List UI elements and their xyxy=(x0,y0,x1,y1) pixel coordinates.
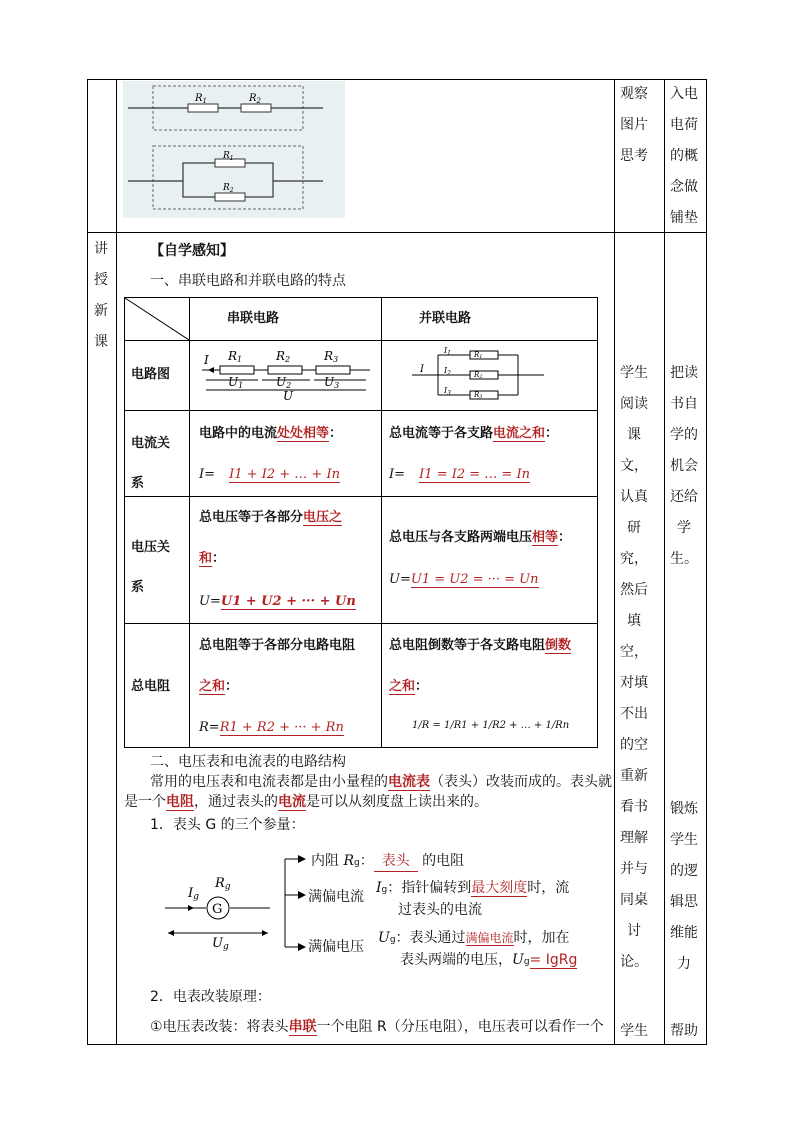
svg-text:R1: R1 xyxy=(228,349,243,364)
row-diagram-label: 电路图 xyxy=(131,367,171,382)
current-parallel-text: 总电流等于各支路电流之和： xyxy=(389,426,559,441)
svg-text:U2: U2 xyxy=(276,375,292,390)
voltage-series-text: 总电压等于各部分电压之 xyxy=(199,510,343,525)
svg-text:Rg: Rg xyxy=(215,876,231,892)
voltage-series-eq: U=U1 + U2 + ··· + Un xyxy=(199,594,356,609)
row-voltage-label: 电压关 系 xyxy=(131,540,171,595)
right-col1-top: 观察 图片 思考 xyxy=(620,86,648,164)
current-parallel-eq: I= I1 = I2 = … = In xyxy=(389,467,530,482)
row-current-label: 电流关 系 xyxy=(131,436,171,491)
series-circuit-diagram xyxy=(198,342,374,402)
svg-text:I: I xyxy=(420,364,424,375)
row-divider xyxy=(88,232,706,233)
right-col2-low: 锻炼 学生 的逻 辑思 维能 力 xyxy=(670,801,698,972)
item-1: 1．表头 G 的三个参量： xyxy=(150,817,305,833)
voltage-parallel-eq: U=U1 = U2 = ··· = Un xyxy=(389,572,539,587)
svg-text:R1: $R_1$ xyxy=(223,151,234,162)
svg-text:Ig: Ig xyxy=(188,886,199,902)
right-col2-bottom: 帮助 xyxy=(670,1023,698,1039)
full-voltage-label: 满偏电压 xyxy=(308,939,364,955)
svg-text:R3: R3 xyxy=(324,349,339,364)
inner-resistance-line: 内阻 Rg： 表头 的电阻 xyxy=(311,851,464,873)
left-col-label: 讲 授 新 课 xyxy=(94,241,108,350)
resistor-figure xyxy=(123,81,345,218)
section-1-title: 一、串联电路和并联电路的特点 xyxy=(150,273,346,289)
voltage-parallel-text: 总电压与各支路两端电压相等： xyxy=(389,530,572,545)
right-col2-top: 入电 电荷 的概 念做 铺垫 xyxy=(670,86,698,226)
header-series: 串联电路 xyxy=(227,311,280,326)
para-2: 是一个电阻，通过表头的电流是可以从刻度盘上读出来的。 xyxy=(124,794,488,810)
parallel-circuit-diagram xyxy=(408,345,548,401)
right-col2-mid: 把读 书自 学的 机会 还给 学 生。 xyxy=(670,365,698,567)
resist-parallel-text: 总电阻倒数等于各支路电阻倒数 xyxy=(389,638,572,653)
svg-text:U: U xyxy=(283,389,294,402)
svg-text:R2: $R_2$ xyxy=(223,183,234,194)
svg-text:R3: R3 xyxy=(474,391,483,400)
svg-text:R2: R2 xyxy=(474,371,483,380)
resist-parallel-eq: 1/R = 1/R1 + 1/R2 + … + 1/Rn xyxy=(412,720,570,731)
row-resist-label: 总电阻 xyxy=(131,679,171,694)
svg-text:I2: $I_2$ xyxy=(444,366,451,377)
current-series-text: 电路中的电流处处相等： xyxy=(199,426,343,441)
item-2: 2．电表改装原理： xyxy=(150,989,271,1005)
svg-text:Ug: Ug xyxy=(212,936,229,952)
right-col1-mid: 学生 阅读 课 文， 认真 研 究， 然后 填 空， 对填 不出 的空 重新 看书 理解 并与 同桌 讨 论。 xyxy=(620,365,648,970)
col-divider-1 xyxy=(116,80,117,1044)
item-2a: ①电压表改装：将表头串联一个电阻 R（分压电阻），电压表可以看作一个 xyxy=(150,1019,604,1035)
svg-text:I3: $I_3$ xyxy=(444,386,451,397)
fig-r1-label: $R_1$ xyxy=(195,93,207,105)
svg-text:G: G xyxy=(212,902,223,917)
full-voltage-desc: Ug：表头通过满偏电流时，加在 表头两端的电压，Ug= IgRg xyxy=(378,930,578,968)
svg-text:I1: $I_1$ xyxy=(444,346,451,357)
right-col1-bottom: 学生 xyxy=(620,1023,648,1039)
resist-series-eq: R=R1 + R2 + ··· + Rn xyxy=(199,720,344,735)
section-2-title: 二、电压表和电流表的电路结构 xyxy=(150,754,346,770)
full-current-label: 满偏电流 xyxy=(308,889,364,905)
section-head: 【自学感知】 xyxy=(150,243,234,259)
svg-text:R1: R1 xyxy=(474,351,483,360)
para-1: 常用的电压表和电流表都是由小量程的电流表（表头）改装而成的。表头就 xyxy=(150,774,612,790)
svg-text:U3: U3 xyxy=(324,375,340,390)
svg-text:U1: U1 xyxy=(228,375,244,390)
full-current-desc: Ig：指针偏转到最大刻度时，流 过表头的电流 xyxy=(376,880,570,918)
fig-r2-label: $R_2$ xyxy=(249,93,261,105)
resist-series-text: 总电阻等于各部分电路电阻 xyxy=(199,638,356,653)
current-series-eq: I= I1 + I2 + … + In xyxy=(199,467,340,482)
header-parallel: 并联电路 xyxy=(419,311,472,326)
svg-text:I: I xyxy=(204,353,209,367)
svg-text:R2: R2 xyxy=(276,349,291,364)
